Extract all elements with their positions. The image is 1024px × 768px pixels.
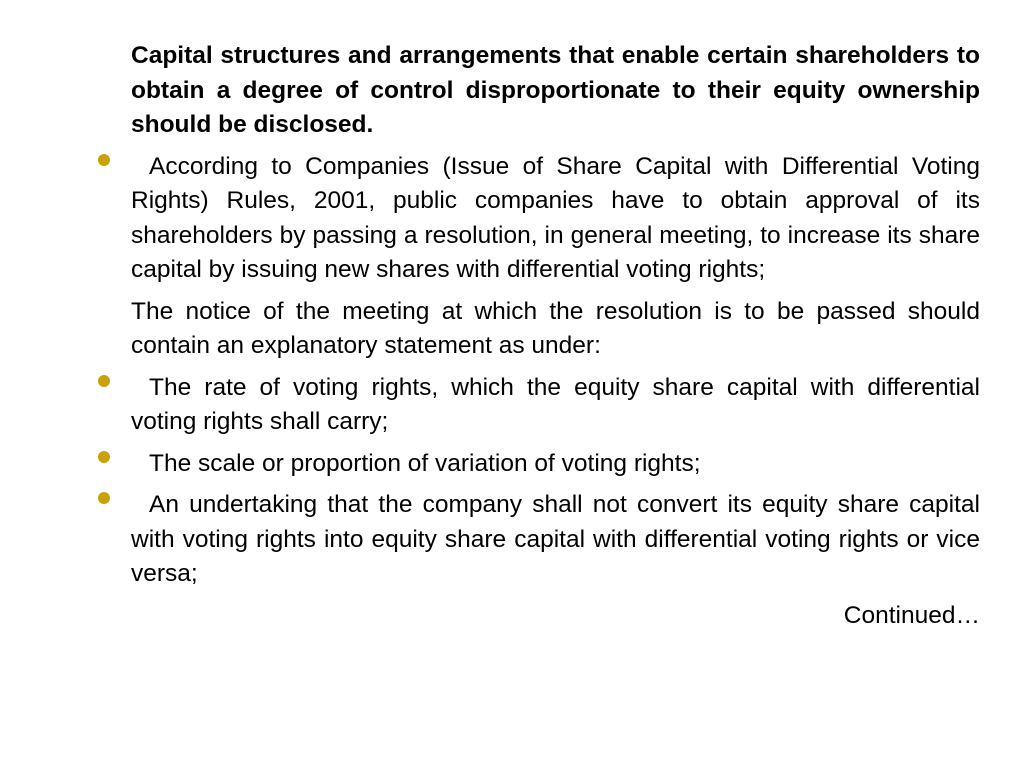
paragraph-text: An undertaking that the company shall not convert its equity share capital with voting rights into equity share capital with differential voting rights or vice versa; bbox=[131, 491, 980, 587]
bullet-paragraph-rate bbox=[131, 371, 980, 440]
slide-heading: Capital structures and arrangements that enable certain shareholders to obtain a degree of control disproportionate to their equity ownership should be disclosed. bbox=[131, 42, 980, 138]
bullet-paragraph-undertaking bbox=[131, 488, 980, 592]
bullet-dot-icon bbox=[98, 154, 110, 166]
continued-label: Continued… bbox=[843, 601, 980, 629]
bullet-dot-icon bbox=[98, 375, 110, 387]
slide-content bbox=[131, 39, 980, 640]
paragraph-text: The scale or proportion of variation of voting rights; bbox=[149, 449, 701, 477]
bullet-paragraph-rules bbox=[131, 150, 980, 288]
paragraph-notice bbox=[131, 295, 980, 364]
paragraph-text: The rate of voting rights, which the equity share capital with differential voting rights shall carry; bbox=[131, 373, 980, 435]
bullet-dot-icon bbox=[98, 492, 110, 504]
bullet-dot-icon bbox=[98, 451, 110, 463]
paragraph-text: The notice of the meeting at which the resolution is to be passed should contain an explanatory statement as under: bbox=[131, 297, 980, 359]
bullet-paragraph-scale bbox=[131, 447, 980, 482]
paragraph-text: According to Companies (Issue of Share Capital with Differential Voting Rights) Rules, 2001, public companies have to obtain approval of its shareholders by passing a resolution, in general meeting, to increase its share capital by issuing new shares with differential voting rights; bbox=[131, 152, 980, 283]
